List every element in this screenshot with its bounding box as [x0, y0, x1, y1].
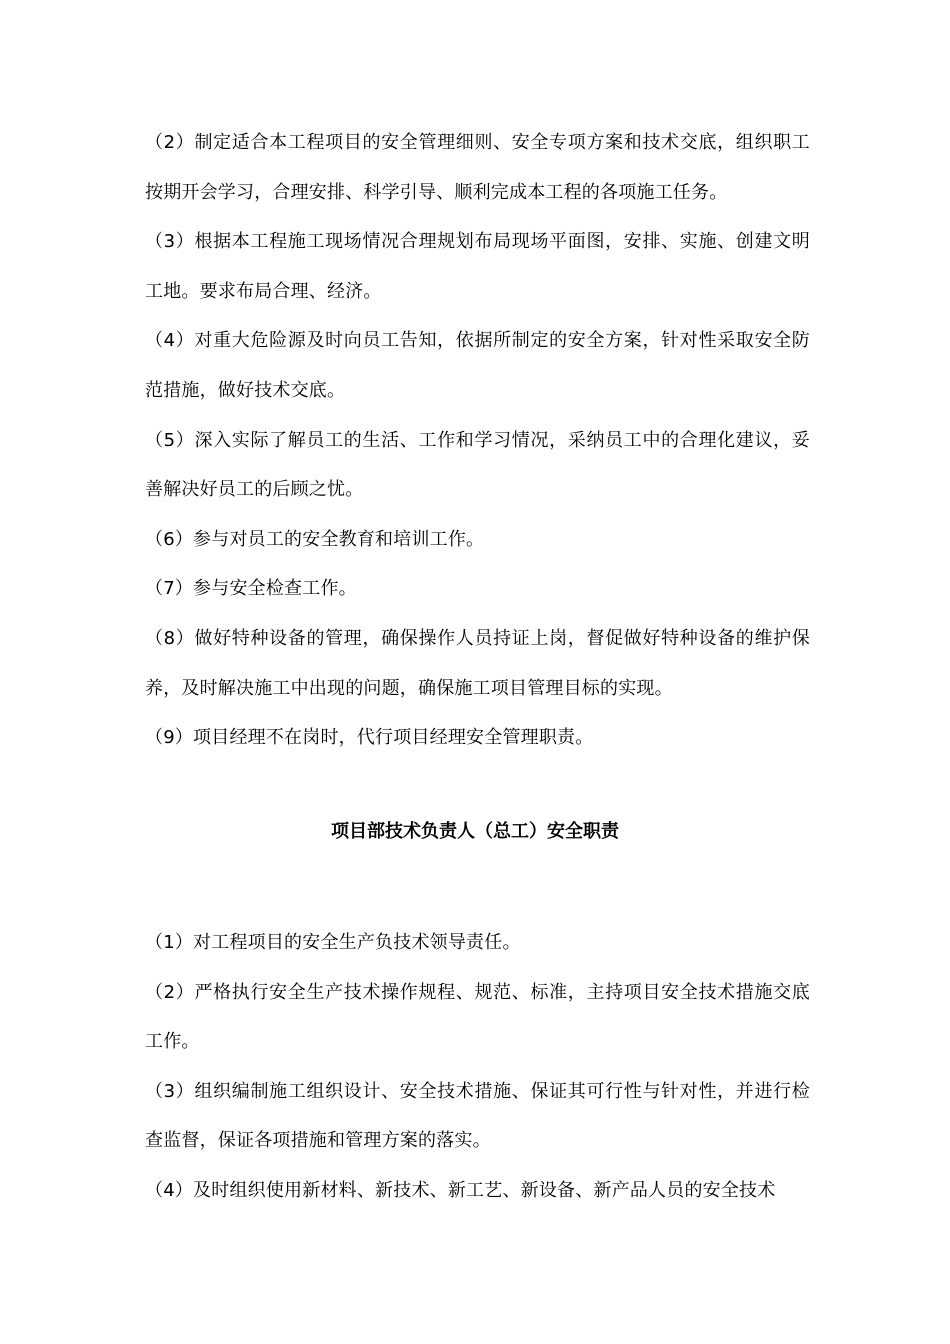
list-item: （5）深入实际了解员工的生活、工作和学习情况，采纳员工中的合理化建议，妥善解决好员工的后顾之忧。: [145, 429, 810, 501]
list-item: （1）对工程项目的安全生产负技术领导责任。: [145, 932, 521, 953]
list-item: （3）组织编制施工组织设计、安全技术措施、保证其可行性与针对性，并进行检查监督，保证各项措施和管理方案的落实。: [145, 1080, 810, 1152]
list-item: （2）制定适合本工程项目的安全管理细则、安全专项方案和技术交底，组织职工按期开会学习，合理安排、科学引导、顺利完成本工程的各项施工任务。: [145, 132, 810, 203]
duty-list-section-2: [145, 918, 810, 1216]
list-item: （7）参与安全检查工作。: [145, 578, 357, 600]
list-item: （2）严格执行安全生产技术操作规程、规范、标准，主持项目安全技术措施交底工作。: [145, 981, 810, 1053]
list-item: （4）及时组织使用新材料、新技术、新工艺、新设备、新产品人员的安全技术: [145, 1179, 776, 1201]
section-heading: 项目部技术负责人（总工）安全职责: [331, 821, 619, 842]
list-item: （3）根据本工程施工现场情况合理规划布局现场平面图，安排、实施、创建文明工地。要求布局合理、经济。: [145, 231, 810, 302]
list-item: （9）项目经理不在岗时，代行项目经理安全管理职责。: [145, 727, 594, 749]
list-item: （4）对重大危险源及时向员工告知，依据所制定的安全方案，针对性采取安全防范措施，做好技术交底。: [145, 330, 810, 401]
list-item: （6）参与对员工的安全教育和培训工作。: [145, 528, 485, 550]
list-item: （8）做好特种设备的管理，确保操作人员持证上岗，督促做好特种设备的维护保养，及时解决施工中出现的问题，确保施工项目管理目标的实现。: [145, 627, 810, 699]
duty-list-section-1: [145, 118, 810, 763]
